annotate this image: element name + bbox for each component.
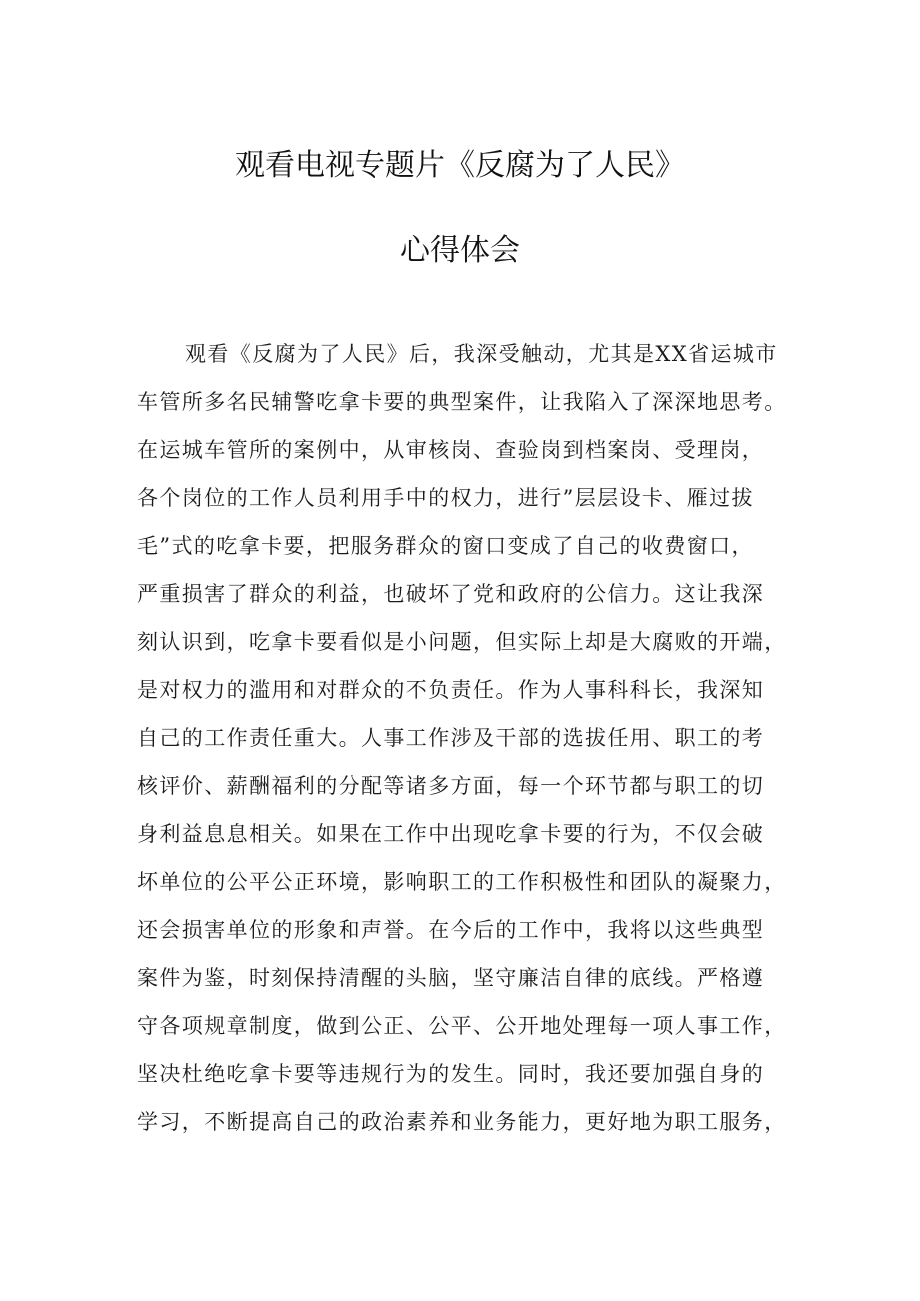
body-line-6: 严重损害了群众的利益，也破坏了党和政府的公信力。这让我深	[137, 582, 765, 606]
body-line-2: 车管所多名民辅警吃拿卡要的典型案件，让我陷入了深深地思考。	[137, 390, 787, 414]
body-line-14: 案件为鉴，时刻保持清醒的头脑，坚守廉洁自律的底线。严格遵	[137, 966, 765, 990]
body-line-16: 坚决杜绝吃拿卡要等违规行为的发生。同时，我还要加强自身的	[137, 1062, 765, 1086]
document-title-line1: 观看电视专题片《反腐为了人民》	[235, 148, 685, 183]
body-line-8: 是对权力的滥用和对群众的不负责任。作为人事科科长，我深知	[137, 678, 765, 702]
body-line-4: 各个岗位的工作人员利用手中的权力，进行”层层设卡、雁过拔	[137, 486, 754, 510]
body-line-10: 核评价、薪酬福利的分配等诸多方面，每一个环节都与职工的切	[137, 774, 765, 798]
document-title-line2: 心得体会	[400, 233, 520, 268]
body-line-11: 身利益息息相关。如果在工作中出现吃拿卡要的行为，不仅会破	[137, 822, 765, 846]
body-line-12: 坏单位的公平公正环境，影响职工的工作积极性和团队的凝聚力，	[137, 870, 787, 894]
body-line-5: 毛”式的吃拿卡要，把服务群众的窗口变成了自己的收费窗口，	[137, 534, 754, 558]
body-line-13: 还会损害单位的形象和声誉。在今后的工作中，我将以这些典型	[137, 918, 765, 942]
body-line-17: 学习，不断提高自己的政治素养和业务能力，更好地为职工服务，	[137, 1110, 787, 1134]
body-line-9: 自己的工作责任重大。人事工作涉及干部的选拔任用、职工的考	[137, 726, 765, 750]
body-line-1: 观看《反腐为了人民》后，我深受触动，尤其是XX省运城市	[185, 342, 778, 366]
body-line-15: 守各项规章制度，做到公正、公平、公开地处理每一项人事工作，	[137, 1014, 787, 1038]
body-line-3: 在运城车管所的案例中，从审核岗、查验岗到档案岗、受理岗，	[137, 438, 765, 462]
body-line-7: 刻认识到，吃拿卡要看似是小问题，但实际上却是大腐败的开端，	[137, 630, 787, 654]
